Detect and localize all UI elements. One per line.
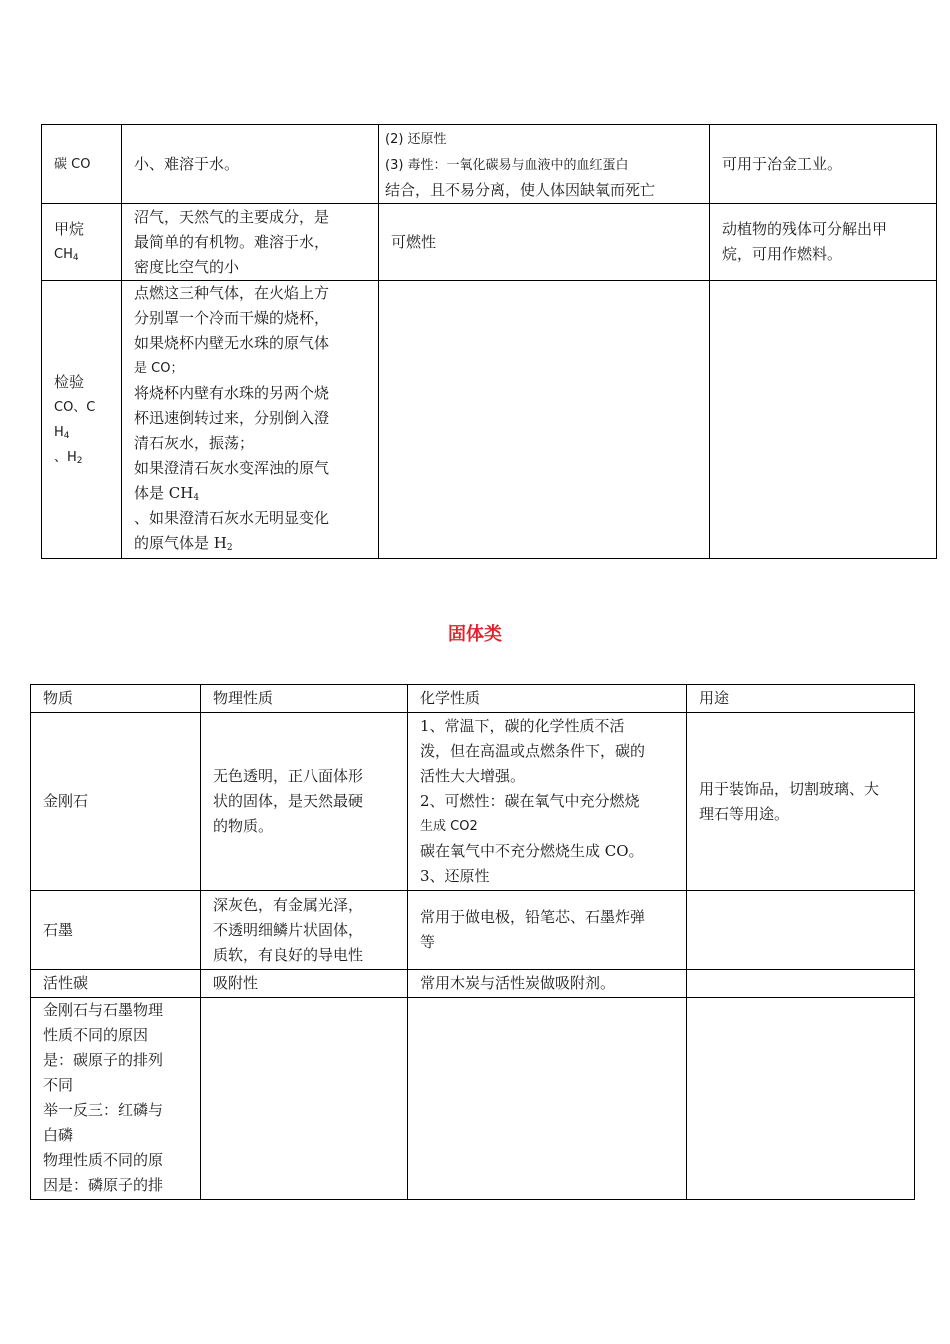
- gas-table: [41, 124, 937, 559]
- header-row: [31, 685, 915, 713]
- physical-cell: 点燃这三种气体，在火焰上方 分别罩一个冷而干燥的烧杯， 如果烧杯内壁无水珠的原气体 是 CO； 将烧杯内壁有水珠的另两个烧 杯迅速倒转过来，分别倒入澄 清石灰水，振荡； 如果澄清石灰水变浑浊的原气 体是 $CH_4$ 、如果澄清石灰水无明显变化 的原气体是 $H_2$: [122, 281, 379, 559]
- text-line: 最简单的有机物。难溶于水，: [134, 232, 330, 251]
- use-cell: [710, 125, 937, 204]
- chemical-line: (2) 还原性: [385, 131, 447, 147]
- table-row: [42, 125, 937, 204]
- text-line: 是：碳原子的排列: [43, 1051, 164, 1069]
- physical-cell: [201, 891, 408, 970]
- text-line: 密度比空气的小: [134, 257, 240, 276]
- use-cell: [710, 204, 937, 281]
- header-cell: 化学性质: [408, 685, 687, 713]
- chemical-cell: [379, 125, 710, 204]
- substance-name: 检验: [54, 372, 85, 391]
- use-cell: [687, 970, 915, 998]
- substance-name: 碳 CO: [54, 156, 91, 172]
- text-line: 的物质。: [213, 817, 274, 835]
- text-line: 性质不同的原因: [43, 1026, 149, 1044]
- text-line: 用于装饰品，切割玻璃、大: [699, 779, 880, 798]
- header-cell: 物理性质: [201, 685, 408, 713]
- text-line: 因是：磷原子的排: [43, 1176, 164, 1194]
- text-line: 举一反三：红磷与: [43, 1101, 164, 1119]
- substance-cell: 检验 CO、C $H_4$ 、$H_2$: [42, 281, 122, 559]
- substance-cell: 活性碳: [31, 970, 201, 998]
- text-line: 质软，有良好的导电性: [213, 945, 364, 964]
- text-line: 不同: [43, 1076, 74, 1094]
- chemical-cell: [379, 204, 710, 281]
- use-cell: [687, 891, 915, 970]
- text-line: 沼气，天然气的主要成分，是: [134, 207, 330, 226]
- text-line: 烷，可用作燃料。: [722, 245, 843, 263]
- formula: $CH_4$: [54, 247, 79, 263]
- text-line: 不透明细鳞片状固体，: [213, 920, 364, 939]
- note-cell: [31, 998, 201, 1200]
- text-line: 可燃性: [391, 232, 437, 251]
- header-cell: 物质: [31, 685, 201, 713]
- use-cell: [687, 998, 915, 1200]
- text-line: 等: [420, 933, 436, 951]
- chemical-line: 结合，且不易分离，使人体因缺氧而死亡: [385, 180, 656, 199]
- text-line: 吸附性: [213, 974, 259, 992]
- text-line: 动植物的残体可分解出甲: [722, 220, 888, 238]
- chemical-line: (3) 毒性：一氧化碳易与血液中的血红蛋白: [385, 157, 629, 173]
- text-line: 白磷: [43, 1126, 74, 1144]
- substance-name: 甲烷: [54, 220, 85, 238]
- physical-cell: [122, 204, 379, 281]
- chemical-cell: 1、常温下，碳的化学性质不活 泼，但在高温或点燃条件下，碳的 活性大大增强。 2、可燃性：碳在氧气中充分燃烧 生成 CO2 碳在氧气中不充分燃烧生成 CO。 3、还原性: [408, 713, 687, 891]
- text-line: 物理性质不同的原: [43, 1151, 164, 1169]
- table-row: [31, 970, 915, 998]
- table-row: [31, 891, 915, 970]
- physical-cell: [201, 713, 408, 891]
- text-line: 深灰色，有金属光泽，: [213, 895, 364, 914]
- table-row: [42, 281, 937, 559]
- header-cell: 用途: [687, 685, 915, 713]
- physical-cell: [201, 998, 408, 1200]
- chemical-cell: [408, 998, 687, 1200]
- chemical-cell: [408, 891, 687, 970]
- use-cell: [687, 713, 915, 891]
- text-line: 常用木炭与活性炭做吸附剂。: [420, 974, 616, 992]
- text-line: 无色透明，正八面体形: [213, 767, 364, 785]
- physical-cell: [201, 970, 408, 998]
- chemical-cell: [379, 281, 710, 559]
- text-line: 理石等用途。: [699, 804, 790, 823]
- text-line: 可用于冶金工业。: [722, 154, 843, 173]
- substance-cell: 金刚石: [31, 713, 201, 891]
- text-line: 状的固体，是天然最硬: [213, 792, 364, 810]
- table-row: [31, 713, 915, 891]
- text-line: 常用于做电极，铅笔芯、石墨炸弹: [420, 908, 646, 926]
- table-row: [42, 204, 937, 281]
- solid-table: [30, 684, 915, 1200]
- text-line: 小、难溶于水。: [134, 154, 240, 173]
- substance-cell: [42, 125, 122, 204]
- use-cell: [710, 281, 937, 559]
- substance-cell: [42, 204, 122, 281]
- text-line: 金刚石与石墨物理: [43, 1001, 164, 1019]
- chemical-cell: [408, 970, 687, 998]
- substance-cell: 石墨: [31, 891, 201, 970]
- physical-cell: [122, 125, 379, 204]
- table-row: [31, 998, 915, 1200]
- section-title: 固体类: [448, 624, 502, 645]
